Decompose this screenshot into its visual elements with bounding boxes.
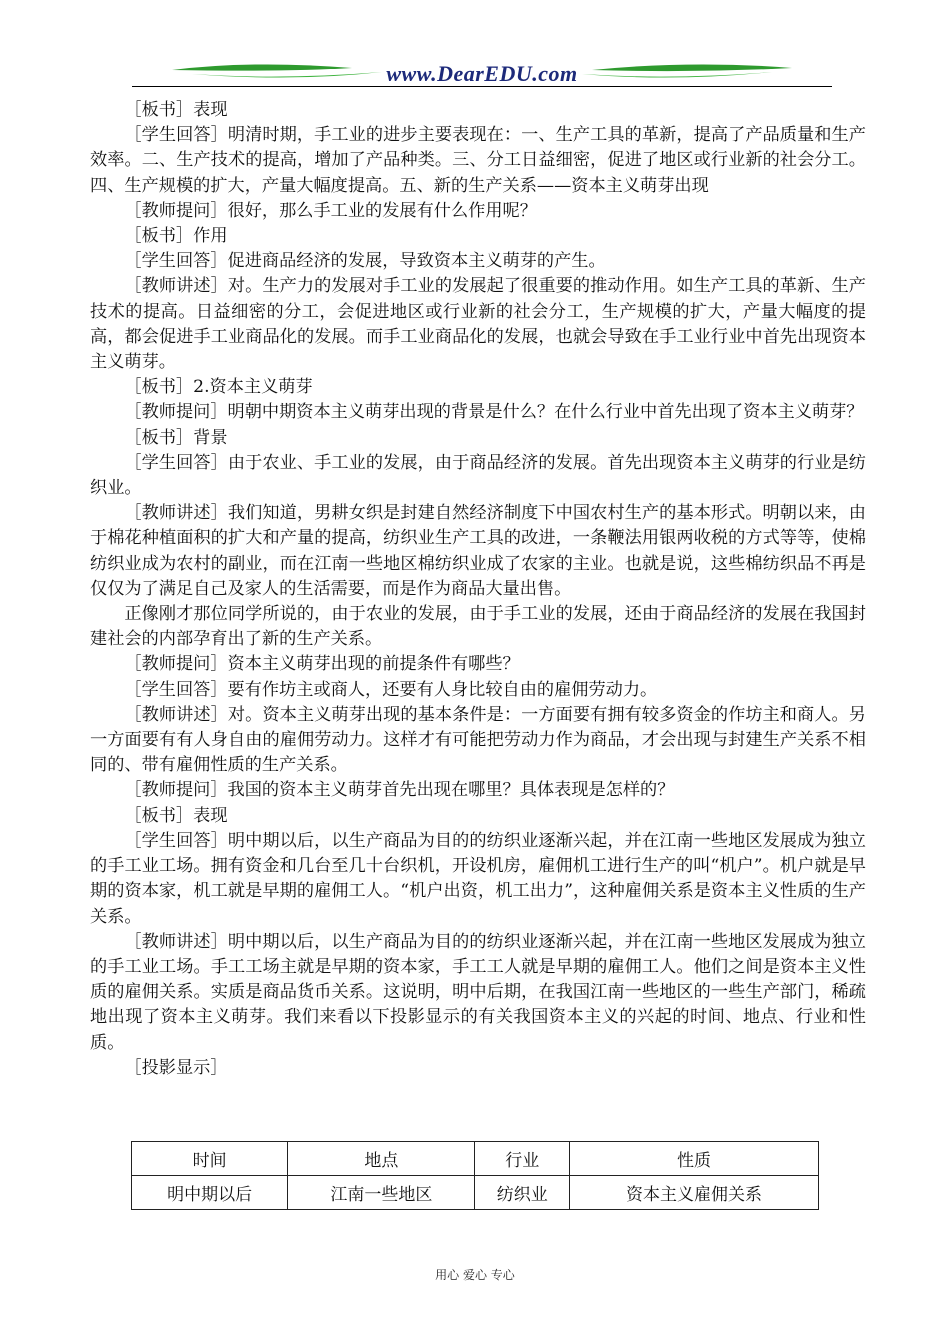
table-cell: 明中期以后 <box>132 1176 288 1210</box>
header-rule <box>132 86 832 87</box>
paragraph: ［学生回答］要有作坊主或商人，还要有人身比较自由的雇佣劳动力。 <box>124 679 658 700</box>
table-header-row <box>132 1142 819 1176</box>
paragraph: ［投影显示］ <box>124 1057 228 1078</box>
site-name: www.DearEDU.com <box>386 61 578 86</box>
paragraph: ［板书］表现 <box>124 100 228 120</box>
paragraph: 正像刚才那位同学所说的，由于农业的发展，由于手工业的发展，还由于商品经济的发展在我国封建社会的内部孕育出了新的生产关系。 <box>90 604 866 650</box>
paragraph: ［教师提问］我国的资本主义萌芽首先出现在哪里？具体表现是怎样的？ <box>124 780 675 801</box>
table-header-cell: 性质 <box>569 1142 818 1176</box>
table-header-cell: 地点 <box>288 1142 475 1176</box>
paragraph: ［板书］背景 <box>124 427 228 448</box>
paragraph: ［教师讲述］我们知道，男耕女织是封建自然经济制度下中国农村生产的基本形式。明朝以来，由于棉花种植面积的扩大和产量的提高，纺织业生产工具的改进，一条鞭法用银两收税的方式等等，使棉纺织业成为农村的副业，而在江南一些地区棉纺织业成了农家的主业。也就是说，这些棉纺织品不再是仅仅为了满足自己及家人的生活需要，而是作为商品大量出售。 <box>90 503 866 599</box>
paragraph: ［板书］表现 <box>124 805 228 826</box>
table-header-cell: 时间 <box>132 1142 288 1176</box>
paragraph: ［学生回答］明中期以后，以生产商品为目的的纺织业逐渐兴起，并在江南一些地区发展成为独立的手工业工场。拥有资金和几台至几十台织机，开设机房，雇佣机工进行生产的叫“机户”。机户就是早期的资本家，机工就是早期的雇佣工人。“机户出资，机工出力”，这种雇佣关系是资本主义性质的生产关系。 <box>90 830 866 927</box>
paragraph: ［教师提问］资本主义萌芽出现的前提条件有哪些？ <box>124 654 520 675</box>
paragraph: ［教师讲述］明中期以后，以生产商品为目的的纺织业逐渐兴起，并在江南一些地区发展成为独立的手工业工场。手工工场主就是早期的资本家，手工工人就是早期的雇佣工人。他们之间是资本主义性质的雇佣关系。实质是商品货币关系。这说明，明中后期，在我国江南一些地区的一些生产部门，稀疏地出现了资本主义萌芽。我们来看以下投影显示的有关我国资本主义的兴起的时间、地点、行业和性质。 <box>90 931 866 1053</box>
paragraph: ［学生回答］促进商品经济的发展，导致资本主义萌芽的产生。 <box>124 251 606 272</box>
table-row <box>132 1176 819 1210</box>
projection-table <box>131 1141 819 1210</box>
paragraph: ［教师提问］明朝中期资本主义萌芽出现的背景是什么？在什么行业中首先出现了资本主义萌芽？ <box>124 402 864 423</box>
paragraph: ［教师讲述］对。资本主义萌芽出现的基本条件是：一方面要有拥有较多资金的作坊主和商人。另一方面要有有人身自由的雇佣劳动力。这样才有可能把劳动力作为商品，才会出现与封建生产关系不相同的、带有雇佣性质的生产关系。 <box>90 704 866 776</box>
lesson-body <box>90 98 866 1081</box>
paragraph: ［板书］2.资本主义萌芽 <box>124 377 313 398</box>
table-header-cell: 行业 <box>475 1142 570 1176</box>
table-cell: 纺织业 <box>475 1176 570 1210</box>
table-cell: 资本主义雇佣关系 <box>569 1176 818 1210</box>
page-header <box>132 58 832 90</box>
paragraph: ［板书］作用 <box>124 226 228 247</box>
page-footer: 用心 爱心 专心 <box>435 1268 515 1282</box>
paragraph: ［教师讲述］对。生产力的发展对手工业的发展起了很重要的推动作用。如生产工具的革新、生产技术的提高。日益细密的分工，会促进地区或行业新的社会分工，生产规模的扩大，产量大幅度的提高，都会促进手工业商品化的发展。而手工业商品化的发展，也就会导致在手工业行业中首先出现资本主义萌芽。 <box>90 276 866 373</box>
paragraph: ［学生回答］明清时期，手工业的进步主要表现在：一、生产工具的革新，提高了产品质量和生产效率。二、生产技术的提高，增加了产品种类。三、分工日益细密，促进了地区或行业新的社会分工。四、生产规模的扩大，产量大幅度提高。五、新的生产关系——资本主义萌芽出现 <box>90 125 866 196</box>
paragraph: ［教师提问］很好，那么手工业的发展有什么作用呢？ <box>124 200 537 221</box>
table-cell: 江南一些地区 <box>288 1176 475 1210</box>
paragraph: ［学生回答］由于农业、手工业的发展，由于商品经济的发展。首先出现资本主义萌芽的行业是纺织业。 <box>90 452 866 499</box>
